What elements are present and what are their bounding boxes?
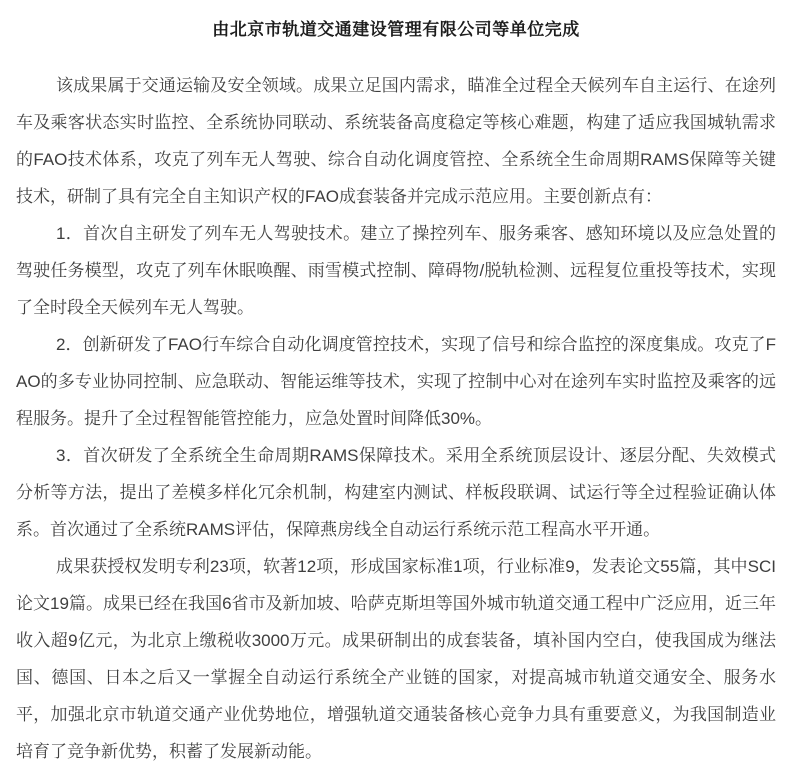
paragraph-innovation-2: 2．创新研发了FAO行车综合自动化调度管控技术，实现了信号和综合监控的深度集成。攻克了FAO的多专业协同控制、应急联动、智能运维等技术，实现了控制中心对在途列车实时监控及乘客的远程服务。提升了全过程智能管控能力，应急处置时间降低30%。: [16, 335, 776, 428]
paragraph-achievements: 成果获授权发明专利23项，软著12项，形成国家标准1项，行业标准9，发表论文55篇，其中SCI论文19篇。成果已经在我国6省市及新加坡、哈萨克斯坦等国外城市轨道交通工程中广泛应用，近三年收入超9亿元，为北京上缴税收3000万元。成果研制出的成套装备，填补国内空白，使我国成为继法国、德国、日本之后又一掌握全自动运行系统全产业链的国家，对提高城市轨道交通安全、服务水平，加强北京市轨道交通产业优势地位，增强轨道交通装备核心竞争力具有重要意义，为我国制造业培育了竞争新优势，积蓄了发展新动能。: [16, 557, 776, 761]
paragraph-innovation-3: 3．首次研发了全系统全生命周期RAMS保障技术。采用全系统顶层设计、逐层分配、失效模式分析等方法，提出了差模多样化冗余机制，构建室内测试、样板段联调、试运行等全过程验证确认体系。首次通过了全系统RAMS评估，保障燕房线全自动运行系统示范工程高水平开通。: [16, 446, 776, 539]
paragraph-overview: 该成果属于交通运输及安全领域。成果立足国内需求，瞄准全过程全天候列车自主运行、在途列车及乘客状态实时监控、全系统协同联动、系统装备高度稳定等核心难题，构建了适应我国城轨需求的FAO技术体系，攻克了列车无人驾驶、综合自动化调度管控、全系统全生命周期RAMS保障等关键技术，研制了具有完全自主知识产权的FAO成套装备并完成示范应用。主要创新点有：: [16, 76, 776, 206]
document-title: 由北京市轨道交通建设管理有限公司等单位完成: [212, 20, 580, 39]
paragraph-innovation-1: 1．首次自主研发了列车无人驾驶技术。建立了操控列车、服务乘客、感知环境以及应急处置的驾驶任务模型，攻克了列车休眠唤醒、雨雪模式控制、障碍物/脱轨检测、远程复位重投等技术，实现了全时段全天候列车无人驾驶。: [16, 224, 776, 317]
